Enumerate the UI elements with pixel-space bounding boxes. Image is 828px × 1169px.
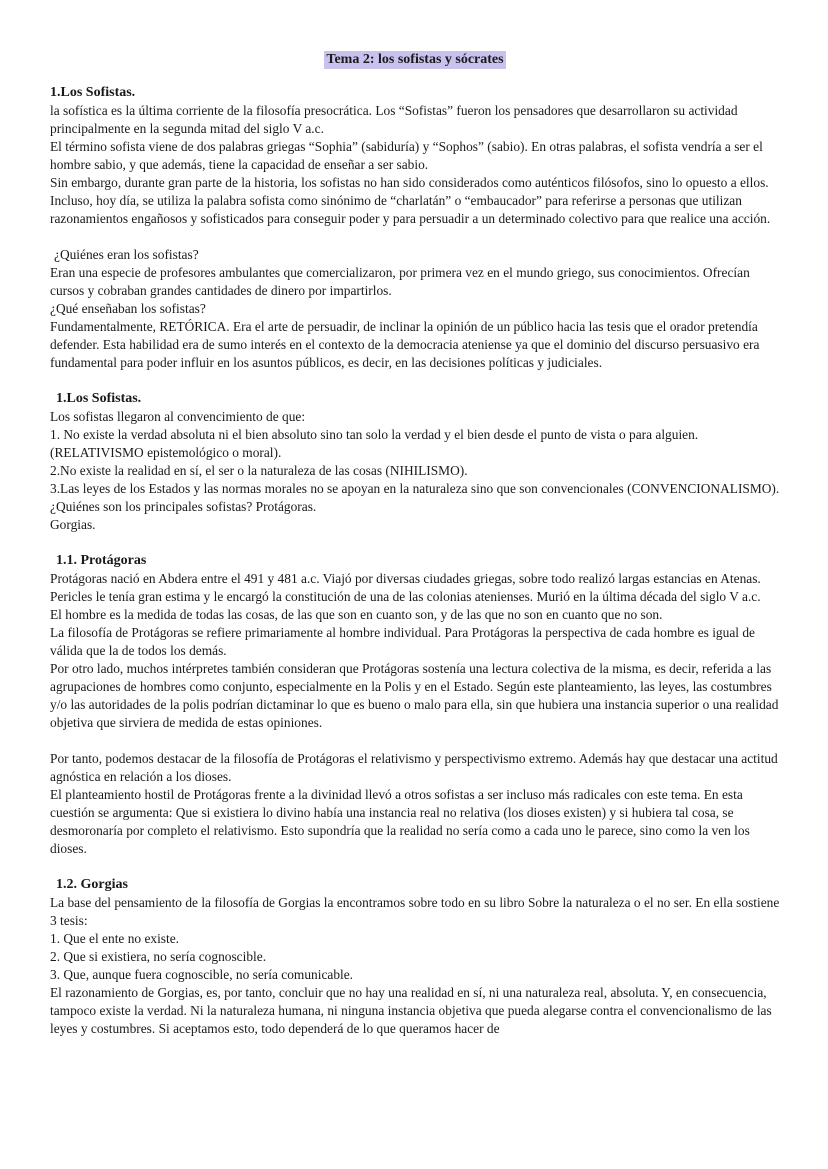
paragraph: Por tanto, podemos destacar de la filosofía de Protágoras el relativismo y perspectivismo extremo. Además hay que destacar una actitud agnóstica en relación a los dioses. xyxy=(50,751,778,784)
paragraph: Eran una especie de profesores ambulantes que comercializaron, por primera vez en el mundo griego, sus conocimientos. Ofrecían cursos y cobraban grandes cantidades de dinero por impartirlos. xyxy=(50,265,750,298)
paragraph: la sofística es la última corriente de la filosofía presocrática. Los “Sofistas” fueron los pensadores que desarrollaron su actividad principalmente en la segunda mitad del siglo V a.c. xyxy=(50,103,738,136)
document-page xyxy=(50,50,780,1038)
spacer xyxy=(50,732,780,750)
paragraph: El planteamiento hostil de Protágoras frente a la divinidad llevó a otros sofistas a ser incluso más radicales con este tema. En esta cuestión se argumenta: Que si existiera lo divino había una instancia real no relativa (los dioses existen) y si hubiera tal cosa, se desmoronaría por completo el relativismo. Esto supondría que la realidad no sería como a cada uno le parece, sino como la ven los dioses. xyxy=(50,787,750,856)
paragraph: Sin embargo, durante gran parte de la historia, los sofistas no han sido considerados como auténticos filósofos, sino lo opuesto a ellos. Incluso, hoy día, se utiliza la palabra sofista como sinónimo de “charlatán” o “embaucador” para referirse a personas que utilizan razonamientos engañosos y sofisticados para conseguir poder y para persuadir a un determinado colectivo para que realice una acción. xyxy=(50,175,771,226)
section-quienes xyxy=(50,246,780,372)
spacer xyxy=(50,858,780,876)
section-gorgias xyxy=(50,876,780,1038)
page-title: Tema 2: los sofistas y sócrates xyxy=(326,52,504,67)
spacer xyxy=(50,534,780,552)
paragraph: El término sofista viene de dos palabras griegas “Sophia” (sabiduría) y “Sophos” (sabio). En otras palabras, el sofista vendría a ser el hombre sabio, y que además, tiene la capacidad de enseñar a ser sabio. xyxy=(50,139,763,172)
paragraph: El hombre es la medida de todas las cosas, de las que son en cuanto son, y de las que no son en cuanto que no son. xyxy=(50,607,663,622)
paragraph: Protágoras nació en Abdera entre el 491 y 481 a.c. Viajó por diversas ciudades griegas, sobre todo realizó largas estancias en Atenas. Pericles le tenía gran estima y le encargó la constitución de una de las colonias atenienses. Murió en la última década del siglo V a.c. xyxy=(50,571,761,604)
paragraph: El razonamiento de Gorgias, es, por tanto, concluir que no hay una realidad en sí, ni una naturaleza real, absoluta. Y, en consecuencia, tampoco existe la verdad. Ni la naturaleza humana, ni ninguna instancia objetiva que pueda alegarse contra el convencionalismo de las leyes y costumbres. Si aceptamos esto, todo dependerá de lo que queramos hacer de xyxy=(50,985,772,1036)
paragraph: Los sofistas llegaron al convencimiento de que: xyxy=(50,409,306,424)
question: ¿Qué enseñaban los sofistas? xyxy=(50,301,206,316)
section-heading: 1.1. Protágoras xyxy=(56,553,147,568)
title-block xyxy=(50,50,780,69)
question: ¿Quiénes son los principales sofistas? Protágoras. xyxy=(50,499,317,514)
paragraph: Fundamentalmente, RETÓRICA. Era el arte de persuadir, de inclinar la opinión de un público hacia las tesis que el orador pretendía defender. Esta habilidad era de sumo interés en el contexto de la democracia ateniense ya que el dominio del discurso persuasivo era fundamental para poder influir en los asuntos públicos, es decir, en las decisiones políticas y judiciales. xyxy=(50,319,760,370)
paragraph: Por otro lado, muchos intérpretes también consideran que Protágoras sostenía una lectura colectiva de la misma, es decir, referida a las agrupaciones de hombres como conjunto, especialmente en la Polis y en el Estado. Según este planteamiento, las leyes, las costumbres y/o las autoridades de la polis podrían dictaminar lo que es bueno o malo para ella, sin que hubiera una instancia superior o una realidad objetiva que sirviera de medida de estas opiniones. xyxy=(50,661,779,730)
paragraph: La filosofía de Protágoras se refiere primariamente al hombre individual. Para Protágoras la perspectiva de cada hombre es igual de válida que la de todos los demás. xyxy=(50,625,755,658)
section-heading: 1.Los Sofistas. xyxy=(56,391,142,406)
list-item: 2.No existe la realidad en sí, el ser o la naturaleza de las cosas (NIHILISMO). xyxy=(50,463,468,478)
section-protagoras xyxy=(50,552,780,858)
question: ¿Quiénes eran los sofistas? xyxy=(54,247,199,262)
spacer xyxy=(50,372,780,390)
list-item: 1. No existe la verdad absoluta ni el bien absoluto sino tan solo la verdad y el bien desde el punto de vista o para alguien. (RELATIVISMO epistemológico o moral). xyxy=(50,427,699,460)
list-item: 1. Que el ente no existe. xyxy=(50,931,180,946)
section-heading: 1.Los Sofistas. xyxy=(50,85,136,100)
paragraph: Gorgias. xyxy=(50,517,96,532)
spacer xyxy=(50,228,780,246)
list-item: 3.Las leyes de los Estados y las normas morales no se apoyan en la naturaleza sino que son convencionales (CONVENCIONALISMO). xyxy=(50,481,780,496)
section-sofistas xyxy=(50,84,780,228)
list-item: 2. Que si existiera, no sería cognoscible. xyxy=(50,949,267,964)
section-heading: 1.2. Gorgias xyxy=(56,877,128,892)
list-item: 3. Que, aunque fuera cognoscible, no sería comunicable. xyxy=(50,967,354,982)
paragraph: La base del pensamiento de la filosofía de Gorgias la encontramos sobre todo en su libro Sobre la naturaleza o el no ser. En ella sostiene 3 tesis: xyxy=(50,895,780,928)
section-sofistas-2 xyxy=(50,390,780,534)
